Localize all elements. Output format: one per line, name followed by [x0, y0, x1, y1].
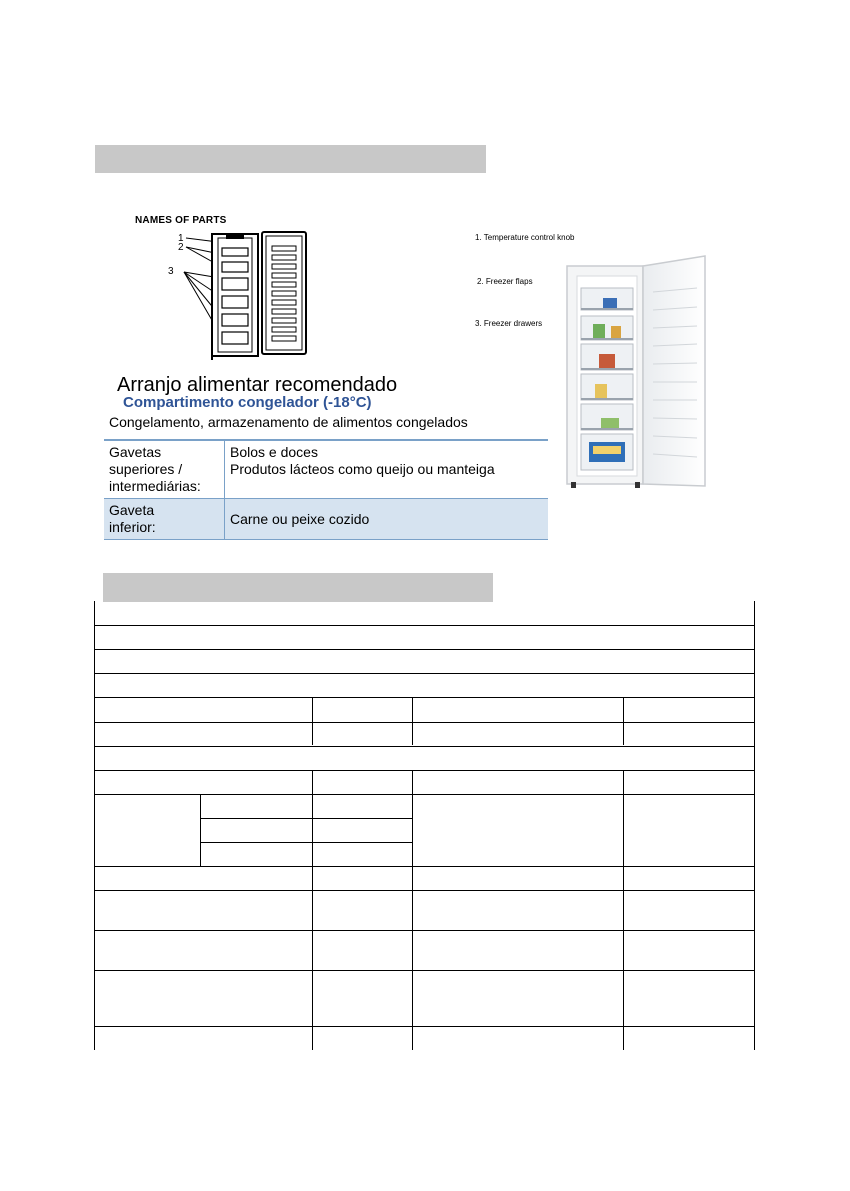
grid-line: [200, 818, 413, 819]
freezer-line-diagram: [180, 226, 312, 360]
location-cell: [104, 440, 225, 499]
arrangement-subtitle: Compartimento congelador (-18°C): [123, 394, 372, 411]
grid-line: [94, 625, 755, 626]
food-item: Bolos e doces: [230, 444, 318, 460]
grid-line: [94, 722, 755, 723]
grid-line: [412, 697, 413, 745]
location-line: intermediárias:: [109, 478, 201, 494]
grid-line: [94, 697, 755, 698]
grid-line: [94, 890, 755, 891]
grid-line: [94, 746, 755, 747]
food-arrangement-table: [104, 439, 548, 540]
food-item: Carne ou peixe cozido: [230, 510, 370, 527]
grid-line: [94, 1026, 755, 1027]
grid-line: [94, 649, 755, 650]
food-item: Produtos lácteos como queijo ou manteiga: [230, 461, 495, 477]
items-cell: [225, 440, 549, 499]
legend-item-1: 1. Temperature control knob: [475, 233, 575, 242]
section-header-bar-1: [95, 145, 486, 173]
grid-line: [200, 794, 201, 866]
callout-2-label: 2: [178, 242, 184, 253]
grid-line: [94, 601, 95, 1050]
freezer-photo-illustration: [563, 252, 711, 492]
arrangement-title: Arranjo alimentar recomendado: [117, 374, 398, 396]
specification-table-grid: [94, 601, 755, 1050]
legend-item-2: 2. Freezer flaps: [477, 277, 533, 286]
location-line: inferior:: [109, 519, 156, 535]
parts-diagram-title: NAMES OF PARTS: [135, 215, 227, 226]
grid-line: [200, 842, 413, 843]
callout-3-label: 3: [168, 266, 174, 277]
grid-line: [94, 970, 755, 971]
grid-line: [94, 673, 755, 674]
table-row: [104, 499, 548, 540]
grid-line: [623, 697, 624, 745]
grid-line: [754, 601, 755, 1050]
items-cell: [225, 499, 549, 540]
location-cell: [104, 499, 225, 540]
grid-line: [94, 770, 755, 771]
callout-1-label: 1: [178, 233, 184, 244]
table-row: [104, 440, 548, 499]
grid-line: [312, 697, 313, 745]
grid-line: [94, 794, 755, 795]
location-line: Gaveta: [109, 502, 155, 518]
grid-line: [312, 770, 313, 1050]
location-line: Gavetas: [109, 444, 162, 460]
arrangement-description: Congelamento, armazenamento de alimentos congelados: [109, 414, 468, 430]
legend-item-3: 3. Freezer drawers: [475, 319, 543, 328]
location-line: superiores /: [109, 461, 183, 477]
grid-line: [412, 770, 413, 1050]
section-header-bar-2: [103, 573, 493, 602]
grid-line: [94, 866, 755, 867]
grid-line: [94, 930, 755, 931]
grid-line: [623, 770, 624, 1050]
